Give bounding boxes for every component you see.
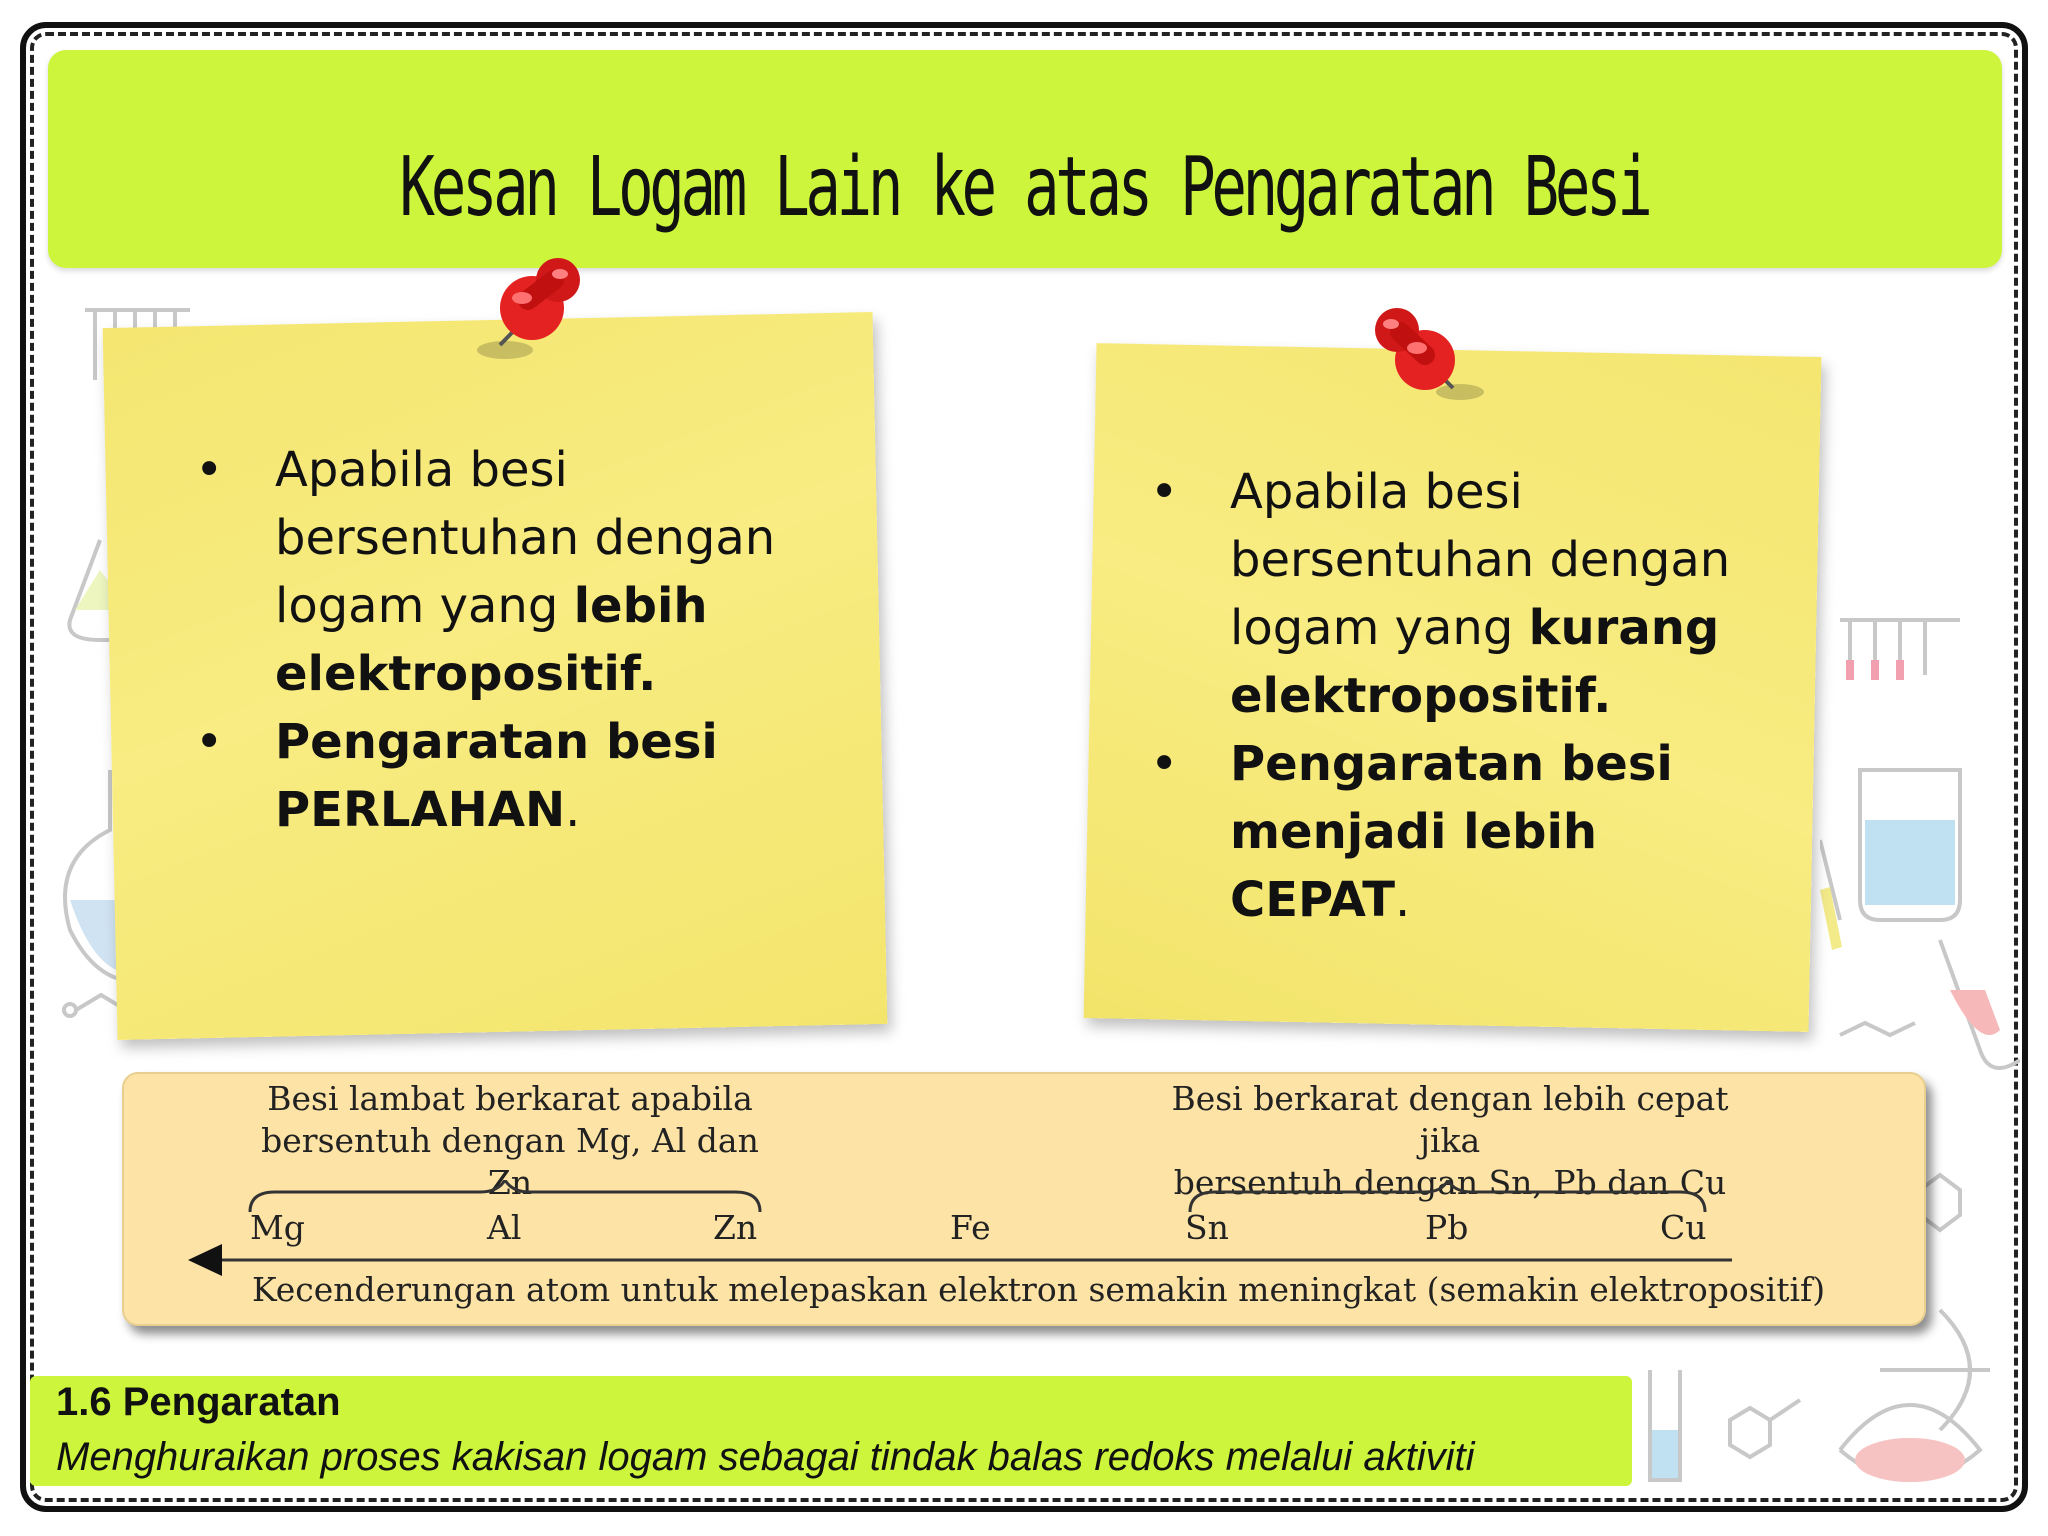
note-right-item-2	[1150, 730, 1770, 934]
metal-label-pb: Pb	[1425, 1208, 1469, 1247]
metal-label-al: Al	[487, 1208, 522, 1247]
note-left-item-1	[195, 436, 835, 708]
footer-subtitle: Menghuraikan proses kakisan logam sebagai tindak balas redoks melalui aktiviti	[56, 1435, 1475, 1479]
series-caption-right-line1: Besi berkarat dengan lebih cepat jika	[1171, 1079, 1729, 1160]
note-left-item-1-text: Apabila besi bersentuhan dengan logam yang	[275, 442, 776, 634]
bullet-icon: •	[1150, 464, 1179, 520]
pushpin-icon	[1355, 300, 1485, 410]
series-caption-left-line2: bersentuh dengan Mg, Al dan Zn	[261, 1121, 759, 1202]
note-right-item-1-bold: kurang elektropositif.	[1230, 600, 1720, 724]
bullet-icon: •	[1150, 736, 1179, 792]
lab-doodles-right	[1820, 610, 2020, 1490]
series-caption-left-line1: Besi lambat berkarat apabila	[267, 1079, 753, 1118]
metal-label-sn: Sn	[1185, 1208, 1229, 1247]
note-left-list	[195, 436, 835, 844]
note-left-item-2	[195, 708, 835, 844]
note-right-item-2-text: .	[1394, 872, 1411, 928]
slide-title: Kesan Logam Lain ke atas Pengaratan Besi	[399, 140, 1649, 235]
note-left-item-2-text: .	[565, 782, 581, 838]
series-caption-right-line2: bersentuh dengan Sn, Pb dan Cu	[1173, 1163, 1727, 1202]
metal-label-mg: Mg	[250, 1208, 305, 1247]
series-trend-label: Kecenderungan atom untuk melepaskan elektron semakin meningkat (semakin elektropositif)	[252, 1270, 1826, 1309]
metal-label-fe: Fe	[950, 1208, 991, 1247]
metal-label-cu: Cu	[1660, 1208, 1707, 1247]
note-right-item-1-text: Apabila besi bersentuhan dengan logam yang	[1230, 464, 1731, 656]
footer-title: 1.6 Pengaratan	[56, 1380, 341, 1424]
lab-doodles-bottom-right	[1640, 1360, 2020, 1500]
note-right-item-1	[1150, 458, 1770, 730]
note-right-list	[1150, 458, 1770, 934]
arrow-left-icon	[188, 1244, 222, 1276]
note-left-item-1-bold: lebih elektropositif.	[275, 578, 708, 702]
pushpin-icon	[470, 250, 600, 370]
note-left-item-2-bold: Pengaratan besi PERLAHAN	[275, 714, 718, 838]
metal-label-zn: Zn	[713, 1208, 758, 1247]
note-right-item-2-bold: Pengaratan besi menjadi lebih CEPAT	[1230, 736, 1673, 928]
bullet-icon: •	[195, 714, 224, 770]
bullet-icon: •	[195, 442, 224, 498]
